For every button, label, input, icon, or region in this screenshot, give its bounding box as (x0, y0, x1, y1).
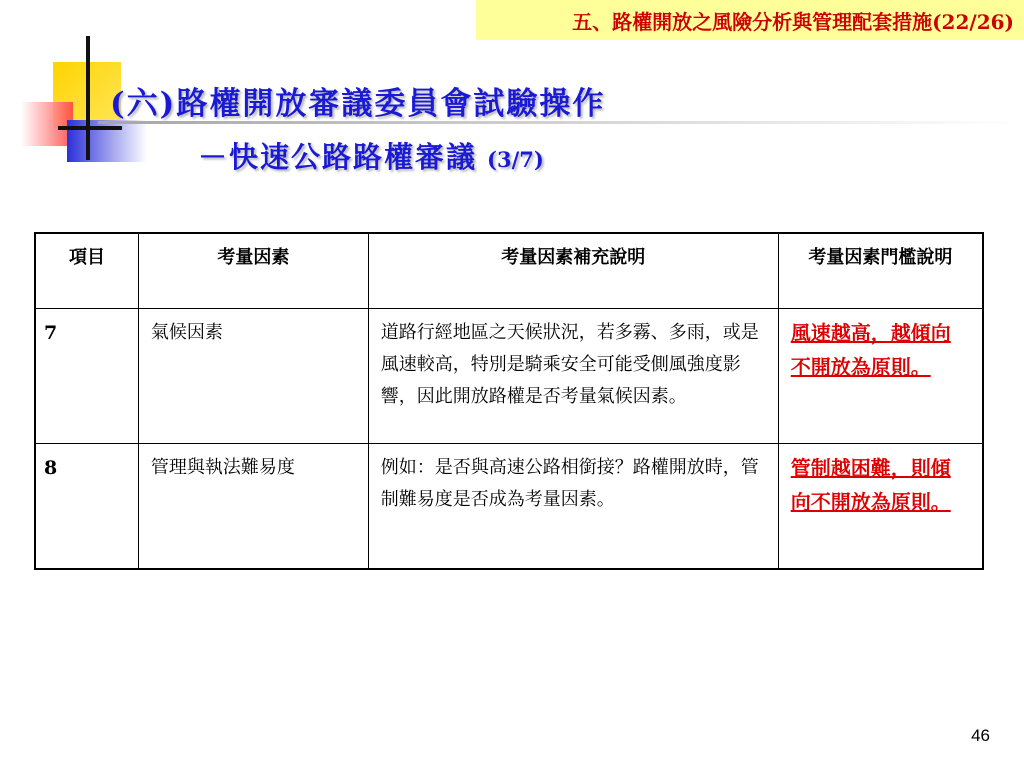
cell-explanation: 道路行經地區之天候狀況，若多霧、多雨，或是風速較高，特別是騎乘安全可能受側風強度影響，因此開放路權是否考量氣候因素。 (368, 309, 778, 444)
section-banner (476, 0, 1024, 40)
cell-item: 8 (35, 444, 138, 570)
section-banner-text: 五、路權開放之風險分析與管理配套措施(22/26) (572, 9, 1014, 34)
threshold-note: 管制越困難，則傾向不開放為原則。 (790, 456, 951, 514)
cell-item: 7 (35, 309, 138, 444)
cell-factor: 管理與執法難易度 (138, 444, 368, 570)
cell-threshold (778, 444, 983, 570)
decorative-red-square (21, 102, 73, 146)
table-row (35, 444, 983, 570)
slide-title: (六)路權開放審議委員會試驗操作 (110, 86, 606, 122)
header-item: 項目 (35, 233, 138, 309)
slide-subtitle-text: －快速公路路權審議 (198, 140, 478, 174)
slide-subtitle (198, 135, 544, 176)
header-factor: 考量因素 (138, 233, 368, 309)
slide-subtitle-page: (3/7) (487, 147, 544, 172)
decorative-vertical-line (86, 36, 90, 160)
cell-factor: 氣候因素 (138, 309, 368, 444)
cell-threshold (778, 309, 983, 444)
threshold-note: 風速越高，越傾向不開放為原則。 (790, 321, 951, 379)
table-header-row (35, 233, 983, 309)
cell-explanation: 例如：是否與高速公路相銜接？路權開放時，管制難易度是否成為考量因素。 (368, 444, 778, 570)
header-explanation: 考量因素補充說明 (368, 233, 778, 309)
table-row (35, 309, 983, 444)
page-number: 46 (971, 726, 990, 745)
header-threshold: 考量因素門檻說明 (778, 233, 983, 309)
decorative-horizontal-line (58, 126, 122, 130)
criteria-table (34, 232, 984, 570)
